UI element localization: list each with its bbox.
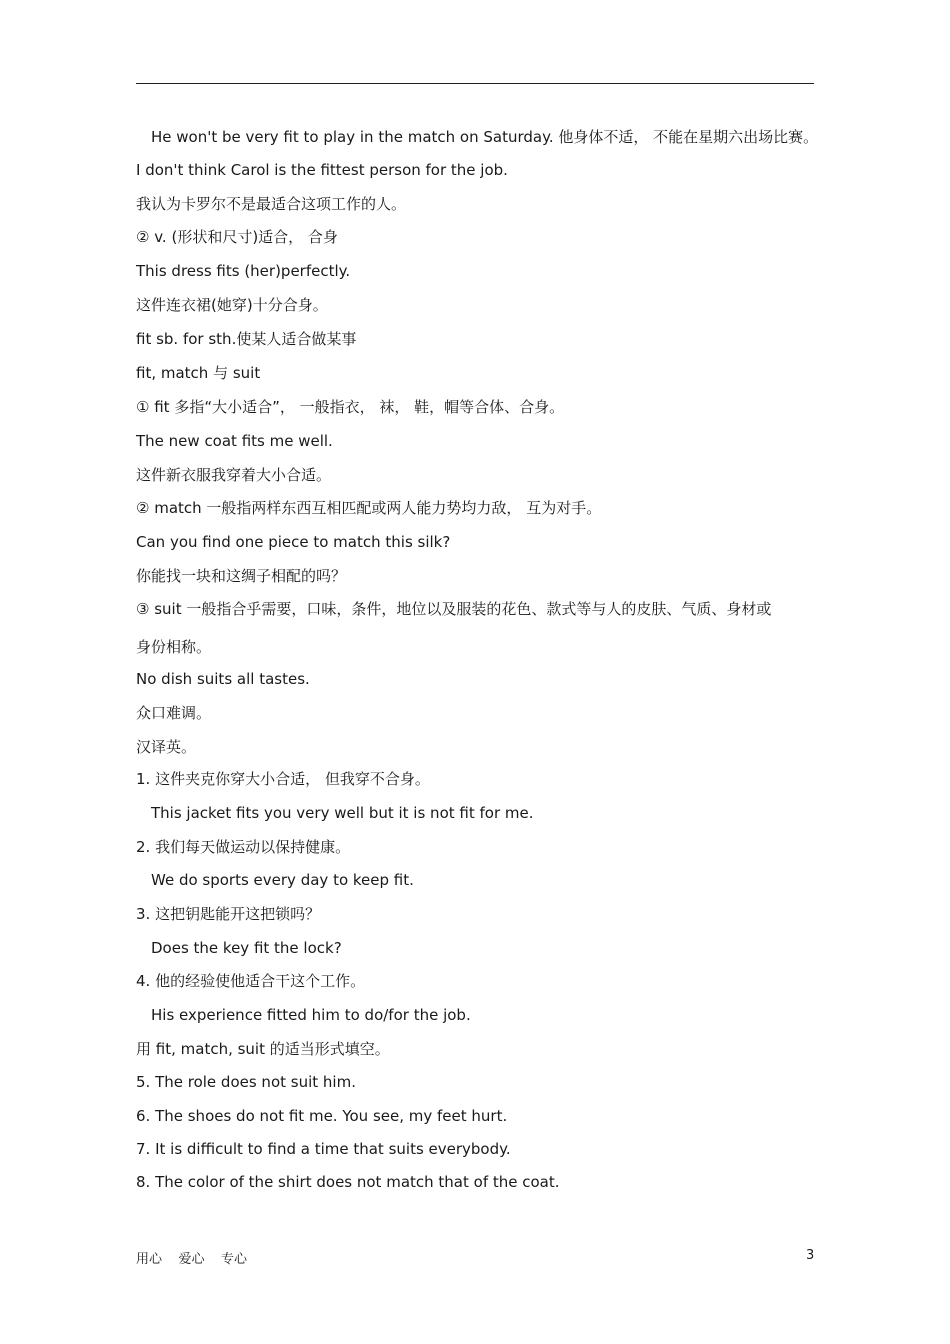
text-line: 1. 这件夹克你穿大小合适， 但我穿不合身。 [136,770,430,788]
text-line: fit, match 与 suit [136,364,261,382]
text-line: 7. It is difficult to find a time that suits everybody. [136,1140,511,1158]
text-line: ① fit 多指“大小适合”， 一般指衣， 袜， 鞋，帽等合体、合身。 [136,398,565,416]
text-line: 汉译英。 [136,738,197,756]
text-line: 6. The shoes do not fit me. You see, my feet hurt. [136,1107,508,1125]
text-line: 8. The color of the shirt does not match that of the coat. [136,1173,560,1191]
text-line: He won't be very fit to play in the match on Saturday. 他身体不适， 不能在星期六出场比赛。 [151,128,819,146]
text-line: 你能找一块和这绸子相配的吗？ [136,567,347,585]
text-line: 这件新衣服我穿着大小合适。 [136,466,332,484]
footer-motto: 用心 爱心 专心 [136,1252,248,1267]
text-line: No dish suits all tastes. [136,670,310,688]
text-line: 2. 我们每天做运动以保持健康。 [136,838,351,856]
text-line: 4. 他的经验使他适合干这个工作。 [136,972,366,990]
text-line: Does the key fit the lock? [151,939,342,957]
page-number: 3 [806,1248,815,1263]
text-line: Can you find one piece to match this silk? [136,533,451,551]
text-line: I don't think Carol is the fittest person for the job. [136,161,508,179]
text-line: 3. 这把钥匙能开这把锁吗？ [136,905,321,923]
text-line: The new coat fits me well. [136,432,333,450]
text-line: His experience fitted him to do/for the job. [151,1006,471,1024]
text-line: fit sb. for sth.使某人适合做某事 [136,330,357,348]
text-line: 这件连衣裙(她穿)十分合身。 [136,296,328,314]
text-line: 用 fit, match, suit 的适当形式填空。 [136,1040,390,1058]
header-rule [136,83,814,84]
text-line: This jacket fits you very well but it is not fit for me. [151,804,534,822]
text-line: We do sports every day to keep fit. [151,871,414,889]
text-line: This dress fits (her)perfectly. [136,262,351,280]
text-line: 众口难调。 [136,704,212,722]
text-line: ② v. (形状和尺寸)适合， 合身 [136,228,338,246]
text-line: ③ suit 一般指合乎需要，口味，条件，地位以及服装的花色、款式等与人的皮肤、气质、身材或 [136,600,772,618]
text-line: 5. The role does not suit him. [136,1073,356,1091]
text-line: 我认为卡罗尔不是最适合这项工作的人。 [136,195,407,213]
text-line: ② match 一般指两样东西互相匹配或两人能力势均力敌， 互为对手。 [136,499,602,517]
text-line: 身份相称。 [136,638,212,656]
